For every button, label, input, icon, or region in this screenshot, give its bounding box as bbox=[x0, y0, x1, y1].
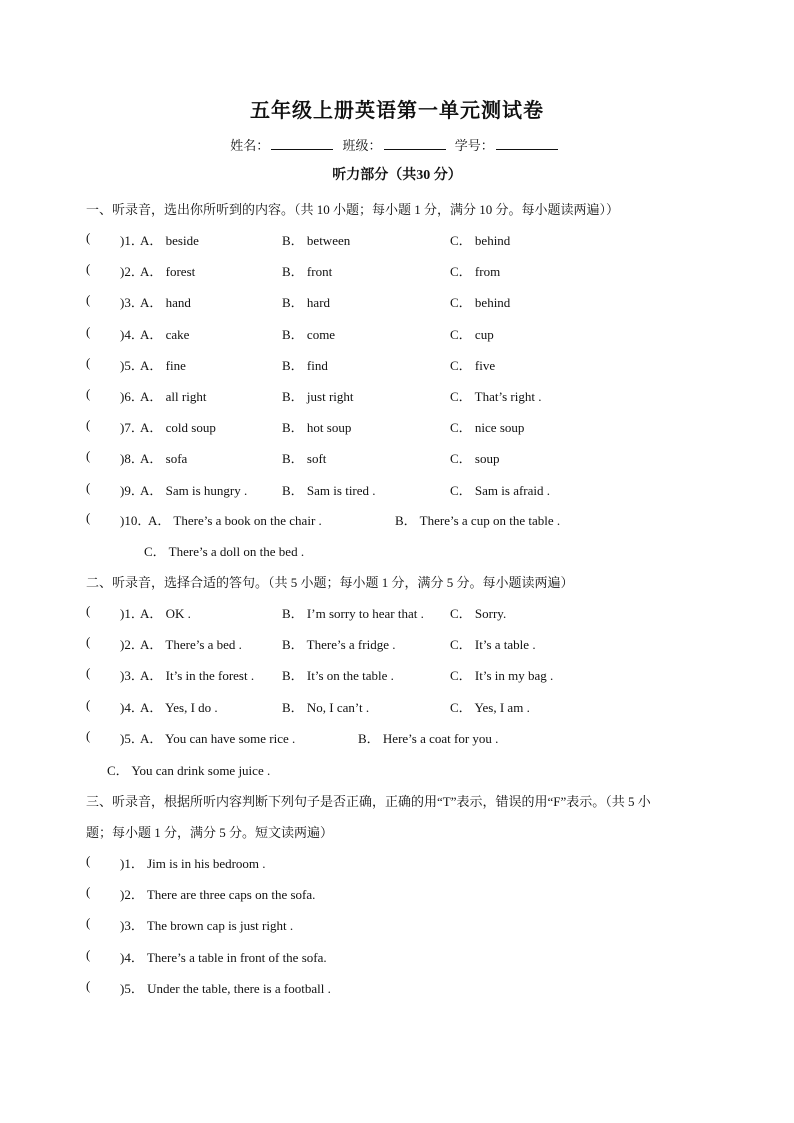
option-b: B． Here’s a coat for you . bbox=[358, 731, 499, 746]
list-item bbox=[0, 292, 794, 312]
section3-heading-line1: 三、听录音，根据所听内容判断下列句子是否正确，正确的用“T”表示，错误的用“F”表示。（共 5 小 bbox=[86, 794, 651, 809]
option-a: A． fine bbox=[140, 357, 186, 373]
page-title: 五年级上册英语第一单元测试卷 bbox=[250, 100, 544, 122]
question-number: )10． bbox=[120, 513, 151, 528]
option-a: A． cold soup bbox=[140, 420, 216, 436]
list-item bbox=[0, 665, 794, 685]
option-a: A． forest bbox=[140, 264, 196, 280]
option-a: A． hand bbox=[140, 295, 191, 311]
statement-text: )3． The brown cap is just right . bbox=[120, 918, 294, 934]
option-a: A． sofa bbox=[140, 451, 188, 467]
answer-paren[interactable]: ( bbox=[86, 728, 91, 743]
option-c: C． It’s a table . bbox=[450, 637, 536, 653]
question-number: )8． bbox=[120, 451, 144, 467]
class-blank[interactable] bbox=[384, 137, 446, 150]
option-c: C． You can drink some juice . bbox=[107, 763, 271, 778]
option-b: B． find bbox=[282, 357, 328, 373]
question-number: )3． bbox=[120, 668, 144, 684]
list-item bbox=[0, 728, 794, 748]
question-number: )4． bbox=[120, 699, 144, 715]
answer-paren[interactable]: ( bbox=[86, 665, 91, 681]
answer-paren[interactable]: ( bbox=[86, 323, 91, 339]
option-b: B． just right bbox=[282, 389, 354, 404]
option-c: C． cup bbox=[450, 326, 494, 342]
list-item bbox=[0, 510, 794, 530]
statement-text: )5． Under the table, there is a football . bbox=[120, 980, 331, 996]
question-number: )5． bbox=[120, 731, 144, 746]
answer-paren[interactable]: ( bbox=[86, 448, 91, 464]
option-c: C． soup bbox=[450, 451, 500, 467]
id-label: 学号： bbox=[454, 138, 494, 153]
list-item bbox=[0, 324, 794, 344]
option-c: C． That’s right . bbox=[450, 389, 542, 404]
question-number: )7． bbox=[120, 420, 144, 436]
question-number: )4． bbox=[120, 326, 144, 342]
option-a: A． There’s a bed . bbox=[140, 637, 242, 653]
list-item bbox=[0, 947, 794, 967]
option-b: B． I’m sorry to hear that . bbox=[282, 606, 424, 621]
option-b: B． hot soup bbox=[282, 420, 352, 436]
option-c: C． nice soup bbox=[450, 420, 525, 436]
statement-text: )2． There are three caps on the sofa. bbox=[120, 887, 316, 903]
list-item bbox=[0, 448, 794, 468]
question-number: )5． bbox=[120, 357, 144, 373]
answer-paren[interactable]: ( bbox=[86, 386, 91, 401]
option-c: C． Yes, I am . bbox=[450, 699, 530, 715]
name-label: 姓名： bbox=[230, 138, 270, 153]
option-a: A． all right bbox=[140, 389, 207, 404]
answer-paren[interactable]: ( bbox=[86, 510, 91, 525]
option-a: A． beside bbox=[140, 233, 199, 248]
option-a: A． OK . bbox=[140, 606, 191, 621]
list-item bbox=[0, 261, 794, 281]
answer-paren[interactable]: ( bbox=[86, 230, 91, 245]
section3-heading-line2: 题；每小题 1 分，满分 5 分。短文读两遍） bbox=[86, 825, 334, 840]
option-b: B． It’s on the table . bbox=[282, 668, 394, 684]
list-item bbox=[0, 634, 794, 654]
list-item bbox=[0, 884, 794, 904]
question-number: )3． bbox=[120, 295, 144, 311]
question-number: )9． bbox=[120, 482, 144, 498]
option-b: B． hard bbox=[282, 295, 331, 311]
option-a: A． You can have some rice . bbox=[140, 731, 296, 746]
option-c: C． from bbox=[450, 264, 501, 280]
option-b: B． There’s a cup on the table . bbox=[395, 513, 561, 528]
option-c: C． There’s a doll on the bed . bbox=[144, 544, 305, 559]
answer-paren[interactable]: ( bbox=[86, 946, 91, 962]
answer-paren[interactable]: ( bbox=[86, 884, 91, 900]
question-number: )2． bbox=[120, 637, 144, 653]
option-a: A． Sam is hungry . bbox=[140, 482, 248, 498]
list-item bbox=[0, 915, 794, 935]
option-c: C． Sorry. bbox=[450, 606, 507, 621]
answer-paren[interactable]: ( bbox=[86, 634, 91, 650]
list-item bbox=[0, 230, 794, 250]
option-c: C． behind bbox=[450, 233, 511, 248]
option-a: A． Yes, I do . bbox=[140, 699, 218, 715]
option-a: A． cake bbox=[140, 326, 190, 342]
question-number: )6． bbox=[120, 389, 144, 404]
answer-paren[interactable]: ( bbox=[86, 977, 91, 993]
list-item bbox=[0, 417, 794, 437]
question-number: )2． bbox=[120, 264, 144, 280]
option-c: C． behind bbox=[450, 295, 511, 311]
question-number: )1． bbox=[120, 606, 144, 621]
statement-text: )4． There’s a table in front of the sofa. bbox=[120, 949, 327, 965]
answer-paren[interactable]: ( bbox=[86, 292, 91, 308]
section1-heading: 一、听录音，选出你所听到的内容。（共 10 小题；每小题 1 分，满分 10 分。每小题读两遍）） bbox=[86, 202, 620, 217]
option-c: C． five bbox=[450, 357, 496, 373]
class-label: 班级： bbox=[342, 138, 382, 153]
answer-paren[interactable]: ( bbox=[86, 417, 91, 433]
answer-paren[interactable]: ( bbox=[86, 261, 91, 277]
option-b: B． between bbox=[282, 233, 351, 248]
list-item bbox=[0, 386, 794, 406]
section2-heading: 二、听录音，选择合适的答句。（共 5 小题；每小题 1 分，满分 5 分。每小题读两遍） bbox=[86, 575, 574, 590]
list-item bbox=[0, 853, 794, 873]
statement-text: )1． Jim is in his bedroom . bbox=[120, 856, 266, 871]
question-number: )1． bbox=[120, 233, 144, 248]
option-b: B． There’s a fridge . bbox=[282, 637, 396, 653]
option-b: B． soft bbox=[282, 451, 327, 467]
list-item bbox=[0, 603, 794, 623]
option-b: B． front bbox=[282, 264, 333, 280]
option-b: B． No, I can’t . bbox=[282, 699, 370, 715]
option-b: B． come bbox=[282, 326, 336, 342]
list-item bbox=[0, 480, 794, 500]
list-item bbox=[0, 697, 794, 717]
option-a: A． It’s in the forest . bbox=[140, 668, 255, 684]
option-b: B． Sam is tired . bbox=[282, 482, 376, 498]
listening-part-heading: 听力部分（共30 分） bbox=[332, 168, 462, 183]
student-info bbox=[0, 135, 794, 154]
answer-paren[interactable]: ( bbox=[86, 603, 91, 618]
option-c: C． Sam is afraid . bbox=[450, 482, 551, 498]
answer-paren[interactable]: ( bbox=[86, 354, 91, 370]
answer-paren[interactable]: ( bbox=[86, 915, 91, 931]
list-item bbox=[0, 355, 794, 375]
answer-paren[interactable]: ( bbox=[86, 696, 91, 712]
list-item bbox=[0, 978, 794, 998]
option-c: C． It’s in my bag . bbox=[450, 668, 554, 684]
id-blank[interactable] bbox=[496, 137, 558, 150]
option-a: A． There’s a book on the chair . bbox=[148, 513, 322, 528]
answer-paren[interactable]: ( bbox=[86, 853, 91, 868]
answer-paren[interactable]: ( bbox=[86, 479, 91, 495]
name-blank[interactable] bbox=[271, 137, 333, 150]
